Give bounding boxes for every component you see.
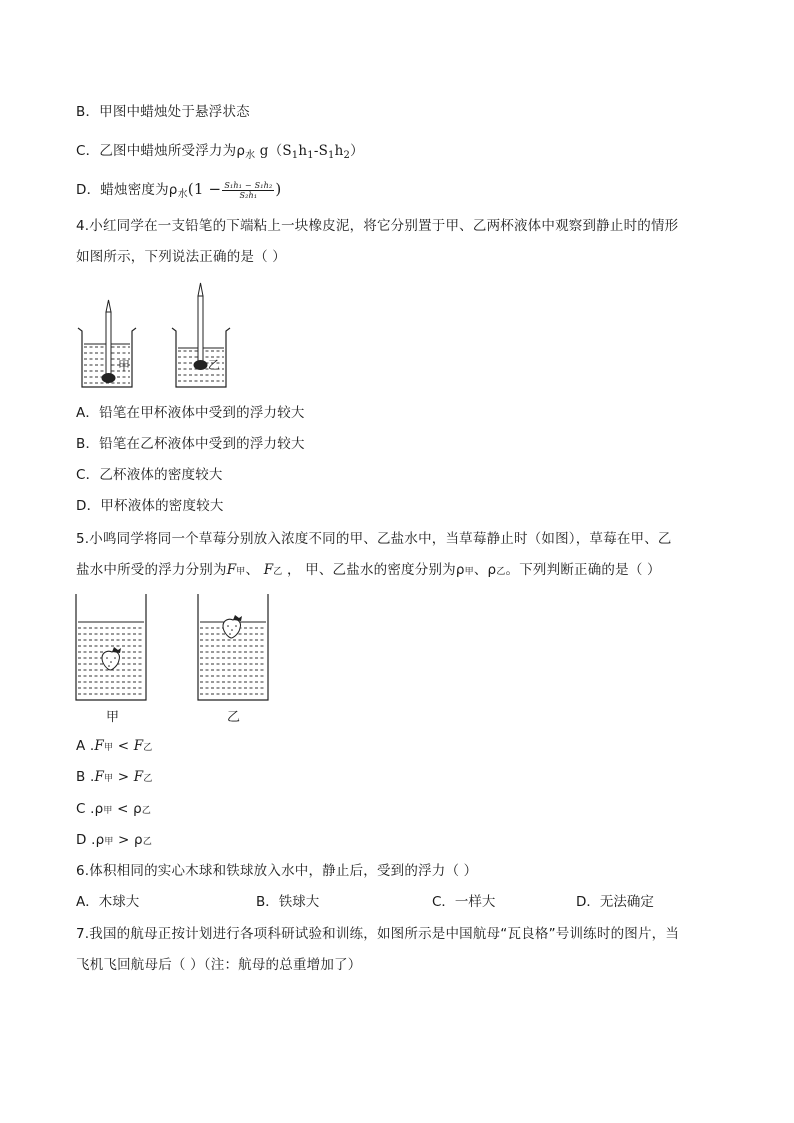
beaker-jia: [78, 300, 136, 387]
q5-stem-text-a: 盐水中所受的浮力分别为: [76, 562, 227, 578]
q5-option-b-sub2: 乙: [143, 774, 153, 784]
strawberry-jia-icon: [102, 647, 121, 670]
q5-option-a: [76, 737, 152, 757]
q5-containers-figure: [74, 592, 274, 704]
q3-option-d-close: ): [275, 180, 282, 198]
q3-option-c-formula: g（S: [255, 143, 292, 159]
q6-option-a: A．木球大: [76, 894, 140, 910]
q5-caption-jia: 甲: [106, 710, 120, 725]
q5-stem-line1: 5.小鸣同学将同一个草莓分别放入浓度不同的甲、乙盐水中，当草莓静止时（如图），草莓在甲、乙: [76, 531, 672, 547]
q4-stem-line1: 4.小红同学在一支铅笔的下端粘上一块橡皮泥，将它分别置于甲、乙两杯液体中观察到静止时的情形: [76, 218, 679, 234]
q5-stem-sep: 、: [245, 562, 260, 578]
q5-option-d-sub1: 甲: [104, 837, 114, 847]
q5-option-c-sub2: 乙: [141, 806, 152, 816]
q5-option-c-prefix: C .ρ: [76, 801, 104, 817]
q5-option-a-prefix: A .: [76, 738, 95, 754]
q5-option-c-sub1: 甲: [103, 806, 113, 816]
q5-stem-text-b: ， 甲、乙盐水的密度分别为ρ: [286, 562, 465, 578]
q5-F-yi-sub: 乙: [273, 567, 283, 577]
q5-option-b: [76, 768, 153, 788]
q3-option-d-fraction: [222, 181, 274, 200]
q3-option-c-h2-sub: 2: [343, 150, 351, 161]
q5-option-a-F1: F: [94, 738, 104, 754]
beaker-yi-label: 乙: [208, 358, 221, 372]
q5-option-d-sub2: 乙: [142, 837, 153, 847]
q6-stem: 6.体积相同的实心木球和铁球放入水中，静止后，受到的浮力（ ）: [76, 863, 478, 879]
q5-stem-text-c: 、ρ: [473, 562, 497, 578]
q3-option-c-s1-sub: 1: [291, 150, 299, 161]
q7-stem-line2: 飞机飞回航母后（ ）（注：航母的总重增加了）: [76, 957, 362, 973]
q5-stem-line2: [76, 561, 661, 581]
q3-option-c-end: ）: [350, 143, 364, 159]
container-jia: [76, 594, 146, 700]
q5-option-b-sub1: 甲: [104, 774, 114, 784]
q6-option-b: B．铁球大: [256, 894, 320, 910]
q3-option-c-sub: 水: [245, 150, 256, 161]
q3-option-d-text: D．蜡烛密度为ρ: [76, 182, 178, 198]
q5-option-a-sub1: 甲: [104, 743, 114, 753]
q5-option-a-sub2: 乙: [143, 743, 153, 753]
q3-option-d: [76, 180, 281, 204]
q5-option-c: [76, 800, 151, 820]
q3-option-c-text: C．乙图中蜡烛所受浮力为ρ: [76, 143, 246, 159]
q3-option-d-sub: 水: [177, 189, 188, 200]
q5-option-a-op: <: [113, 738, 134, 754]
q5-F-jia: F: [226, 562, 237, 578]
q3-option-c-h: h: [298, 143, 308, 159]
q5-F-jia-sub: 甲: [236, 567, 246, 577]
q5-F-yi: F: [263, 562, 274, 578]
q4-beakers-figure: [74, 282, 244, 392]
q4-option-a: A．铅笔在甲杯液体中受到的浮力较大: [76, 405, 305, 421]
q5-rho-jia-sub: 甲: [464, 567, 474, 577]
q5-option-b-F1: F: [94, 769, 105, 785]
q4-option-b: B．铅笔在乙杯液体中受到的浮力较大: [76, 436, 305, 452]
q3-option-c-s1b-sub: 1: [328, 150, 335, 161]
q5-option-c-op: < ρ: [112, 801, 142, 817]
q3-fraction-denominator: S₂h₁: [239, 190, 258, 200]
q5-option-d-op: > ρ: [113, 832, 143, 848]
q3-option-b: B．甲图中蜡烛处于悬浮状态: [76, 104, 250, 120]
q4-option-d: D．甲杯液体的密度较大: [76, 498, 224, 514]
q6-option-c: C．一样大: [432, 894, 496, 910]
q5-caption-yi: 乙: [227, 710, 241, 725]
q4-option-c: C．乙杯液体的密度较大: [76, 467, 223, 483]
q7-stem-line1: 7.我国的航母正按计划进行各项科研试验和训练，如图所示是中国航母“瓦良格”号训练时的图片，当: [76, 926, 680, 942]
strawberry-yi-icon: [223, 615, 242, 638]
beaker-yi: [172, 283, 230, 387]
q5-option-b-F2: F: [133, 769, 144, 785]
q5-rho-yi-sub: 乙: [496, 567, 506, 577]
q5-stem-text-d: 。下列判断正确的是（ ）: [505, 562, 661, 578]
q5-option-b-prefix: B .: [76, 769, 95, 785]
q3-option-c: [76, 142, 364, 165]
q5-option-d: [76, 831, 152, 851]
q5-option-d-prefix: D .ρ: [76, 832, 105, 848]
q3-option-d-open: (1 −: [187, 180, 222, 198]
container-yi: [198, 594, 268, 700]
q5-option-a-F2: F: [133, 738, 144, 754]
q3-option-c-h1-sub: 1: [307, 150, 314, 161]
q3-fraction-numerator: S₁h₁ − S₁h₂: [224, 180, 273, 190]
beaker-jia-label: 甲: [118, 359, 131, 373]
q3-option-c-dash: -S: [313, 143, 329, 159]
q6-option-d: D．无法确定: [576, 894, 654, 910]
q5-option-b-op: >: [113, 769, 134, 785]
q4-stem-line2: 如图所示，下列说法正确的是（ ）: [76, 249, 286, 265]
q3-option-c-h2: h: [334, 143, 344, 159]
